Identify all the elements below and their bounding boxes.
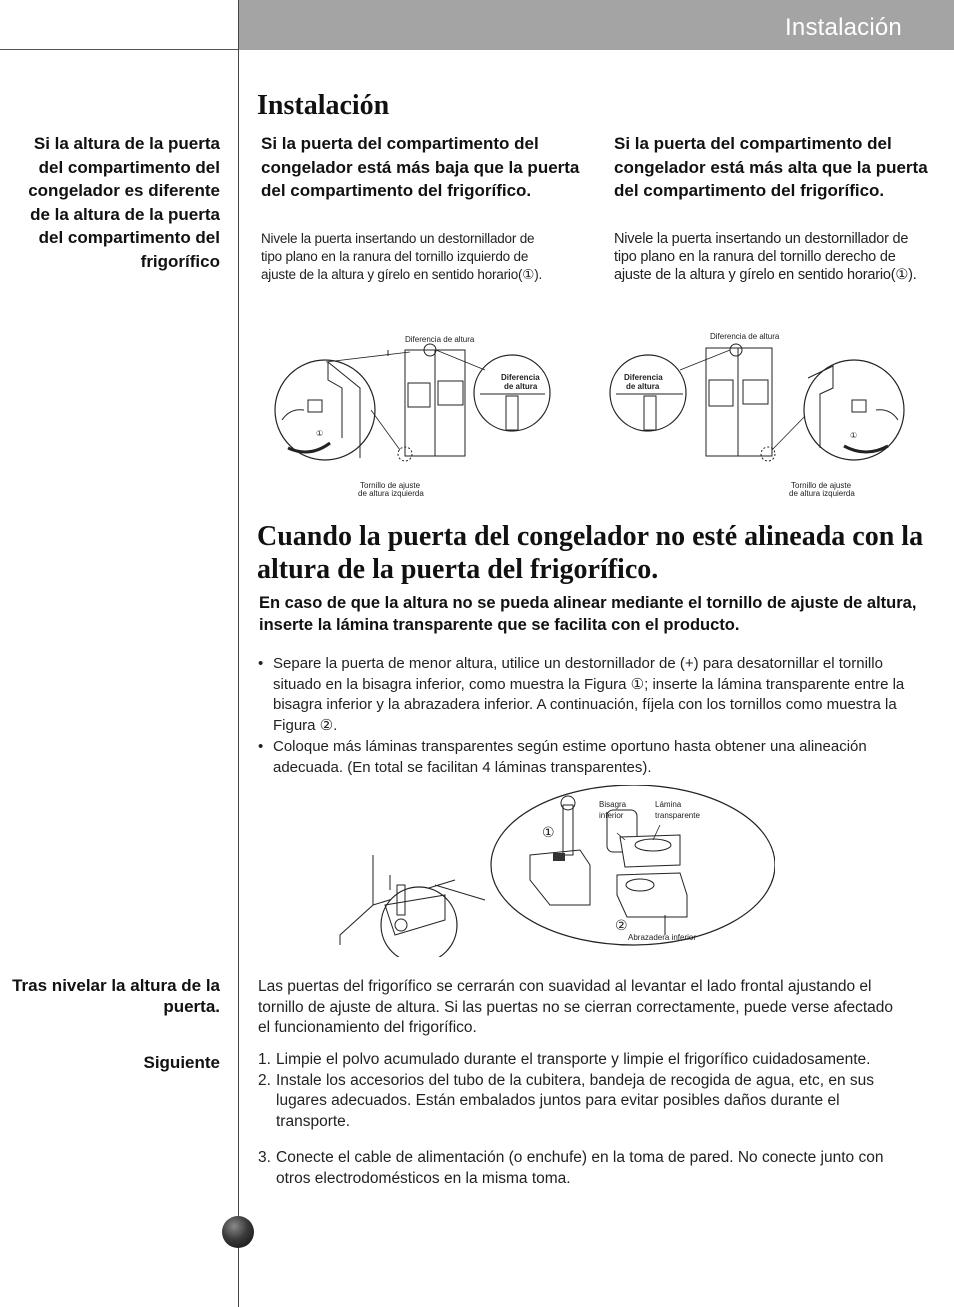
- sidebar-topic-after-leveling: Tras nivelar la altura de la puerta.: [12, 976, 220, 1016]
- fig-left-label-zoom-1: Diferencia: [501, 373, 540, 382]
- step-text: Conecte el cable de alimentación (o enchufe) en la toma de pared. No conecte junto con otros electrodomésticos en la misma toma.: [276, 1149, 884, 1187]
- bullet-item: • Separe la puerta de menor altura, utilice un destornillador de (+) para desatornillar el tornillo situado en la bisagra inferior, como muestra la Figura ①; inserte la lámina transparente entre la bisagra inferior y la abrazadera inferior. A continuación, fíjela con los tornillos como muestra la Figura ②.: [258, 654, 918, 736]
- fig-marker-1: ①: [542, 824, 555, 840]
- figure-right-door-higher: [608, 328, 908, 500]
- fig-right-label-bottom-2: de altura izquierda: [789, 489, 855, 498]
- margin-rule: [238, 0, 239, 1307]
- fig-hinge-label-1: Bisagra: [599, 800, 627, 809]
- list-item: [258, 1050, 898, 1071]
- header-rule: [0, 49, 239, 50]
- fig-left-label-zoom-2: de altura: [504, 382, 538, 391]
- fig-right-label-zoom-2: de altura: [626, 382, 660, 391]
- fig-sheet-label-1: Lámina: [655, 800, 682, 809]
- fig-right-marker: ①: [850, 431, 858, 440]
- section-title: Instalación: [785, 14, 902, 41]
- step-text: Instale los accesorios del tubo de la cubitera, bandeja de recogida de agua, etc, en sus lugares adecuados. Están embalados juntos para evitar posibles daños durante el transporte.: [276, 1071, 875, 1130]
- left-column-body: Nivele la puerta insertando un destornillador de tipo plano en la ranura del tornillo izquierdo de ajuste de la altura y gírelo en sentido horario(①).: [261, 231, 543, 282]
- section-intro: En caso de que la altura no se pueda alinear mediante el tornillo de ajuste de altura, inserte la lámina transparente que se facilita con el producto.: [259, 594, 917, 634]
- step-number: 3.: [258, 1149, 271, 1166]
- fig-right-label-top: Diferencia de altura: [710, 332, 780, 341]
- page-title: Instalación: [257, 90, 390, 121]
- sidebar-topic-next: Siguiente: [143, 1053, 220, 1072]
- page-marker-icon: [222, 1216, 254, 1248]
- figure-hinge-sheet: [335, 785, 775, 957]
- bullet-list: [258, 654, 918, 779]
- right-column-body: Nivele la puerta insertando un destornillador de tipo plano en la ranura del tornillo derecho de ajuste de la altura y gírelo en sentido horario(①).: [614, 231, 917, 283]
- next-steps-list: [258, 1050, 898, 1189]
- after-leveling-paragraph: Las puertas del frigorífico se cerrarán con suavidad al levantar el lado frontal ajustando el tornillo de ajuste de altura. Si las puertas no se cierran correctamente, puede verse afectado el funcionamiento del frigorífico.: [258, 978, 894, 1036]
- step-number: 2.: [258, 1071, 271, 1089]
- list-item: [258, 1148, 898, 1189]
- fig-sheet-label-2: transparente: [655, 811, 700, 820]
- fig-right-label-bottom-1: Tornillo de ajuste: [791, 481, 852, 490]
- fig-left-label-bottom-1: Tornillo de ajuste: [360, 481, 421, 490]
- step-number: 1.: [258, 1051, 271, 1068]
- header-bar: [239, 0, 954, 50]
- figure-left-door-lower: [270, 328, 560, 500]
- list-item: [258, 1071, 898, 1133]
- fig-hinge-label-2: inferior: [599, 811, 624, 820]
- section-heading-misaligned: Cuando la puerta del congelador no esté alineada con la altura de la puerta del frigorífico.: [257, 521, 924, 585]
- bullet-item: • Coloque más láminas transparentes según estime oportuno hasta obtener una alineación adecuada. (En total se facilitan 4 láminas transparentes).: [258, 737, 918, 778]
- fig-bracket-label: Abrazadera inferior: [628, 933, 697, 942]
- fig-left-label-bottom-2: de altura izquierda: [358, 489, 424, 498]
- fig-marker-2: ②: [615, 917, 628, 933]
- fig-left-label-top: Diferencia de altura: [405, 335, 475, 344]
- left-column-heading: Si la puerta del compartimento del congelador está más baja que la puerta del compartimento del frigorífico.: [261, 134, 580, 200]
- fig-left-marker: ①: [316, 429, 324, 438]
- fig-right-label-zoom-1: Diferencia: [624, 373, 663, 382]
- right-column-heading: Si la puerta del compartimento del congelador está más alta que la puerta del compartimento del frigorífico.: [614, 134, 928, 200]
- sidebar-topic-door-height: Si la altura de la puerta del compartimento del congelador es diferente de la altura de la puerta del compartimento del frigorífico: [28, 134, 220, 271]
- step-text: Limpie el polvo acumulado durante el transporte y limpie el frigorífico cuidadosamente.: [276, 1051, 871, 1068]
